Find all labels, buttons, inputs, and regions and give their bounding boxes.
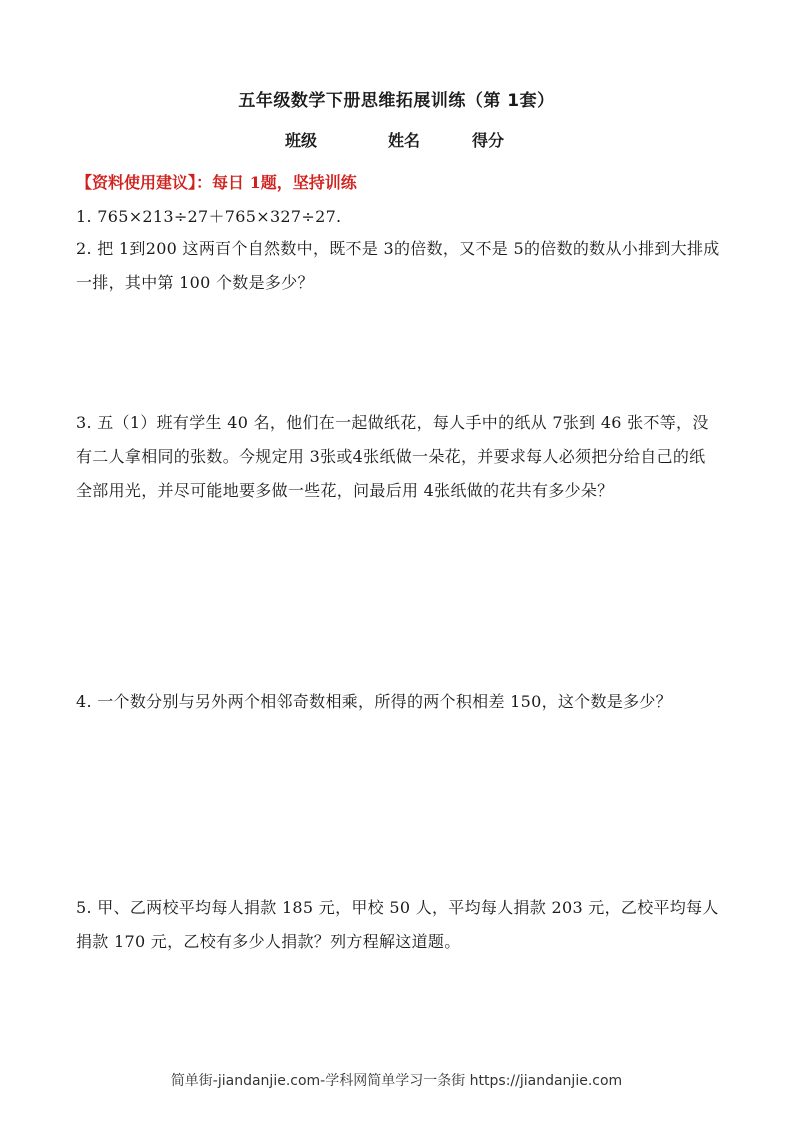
usage-tip: 【资料使用建议】：每日 1题，坚持训练 — [76, 173, 357, 192]
score-label: 得分 — [472, 131, 505, 150]
name-label: 姓名 — [388, 131, 421, 150]
question-4: 4. 一个数分别与另外两个相邻奇数相乘，所得的两个积相差 150，这个数是多少？ — [76, 692, 672, 711]
class-label: 班级 — [285, 131, 318, 150]
question-2: 2. 把 1到200 这两百个自然数中，既不是 3的倍数，又不是 5的倍数的数从小排到大排成一排，其中第 100 个数是多少？ — [76, 239, 720, 292]
question-3: 3. 五（1）班有学生 40 名，他们在一起做纸花，每人手中的纸从 7张到 46 张不等，没有二人拿相同的张数。今规定用 3张或4张纸做一朵花，并要求每人必须把分给自己的纸全部用光，并尽可能地要多做一些花，问最后用 4张纸做的花共有多少朵？ — [76, 413, 709, 500]
question-5: 5. 甲、乙两校平均每人捐款 185 元，甲校 50 人，平均每人捐款 203 元，乙校平均每人捐款 170 元，乙校有多少人捐款？列方程解这道题。 — [76, 898, 719, 951]
page-title: 五年级数学下册思维拓展训练（第 1套） — [238, 91, 555, 111]
footer-watermark: 简单街-jiandanjie.com-学科网简单学习一条街 https://jiandanjie.com — [170, 1073, 623, 1089]
question-1: 1. 765×213÷27＋765×327÷27. — [76, 207, 342, 226]
